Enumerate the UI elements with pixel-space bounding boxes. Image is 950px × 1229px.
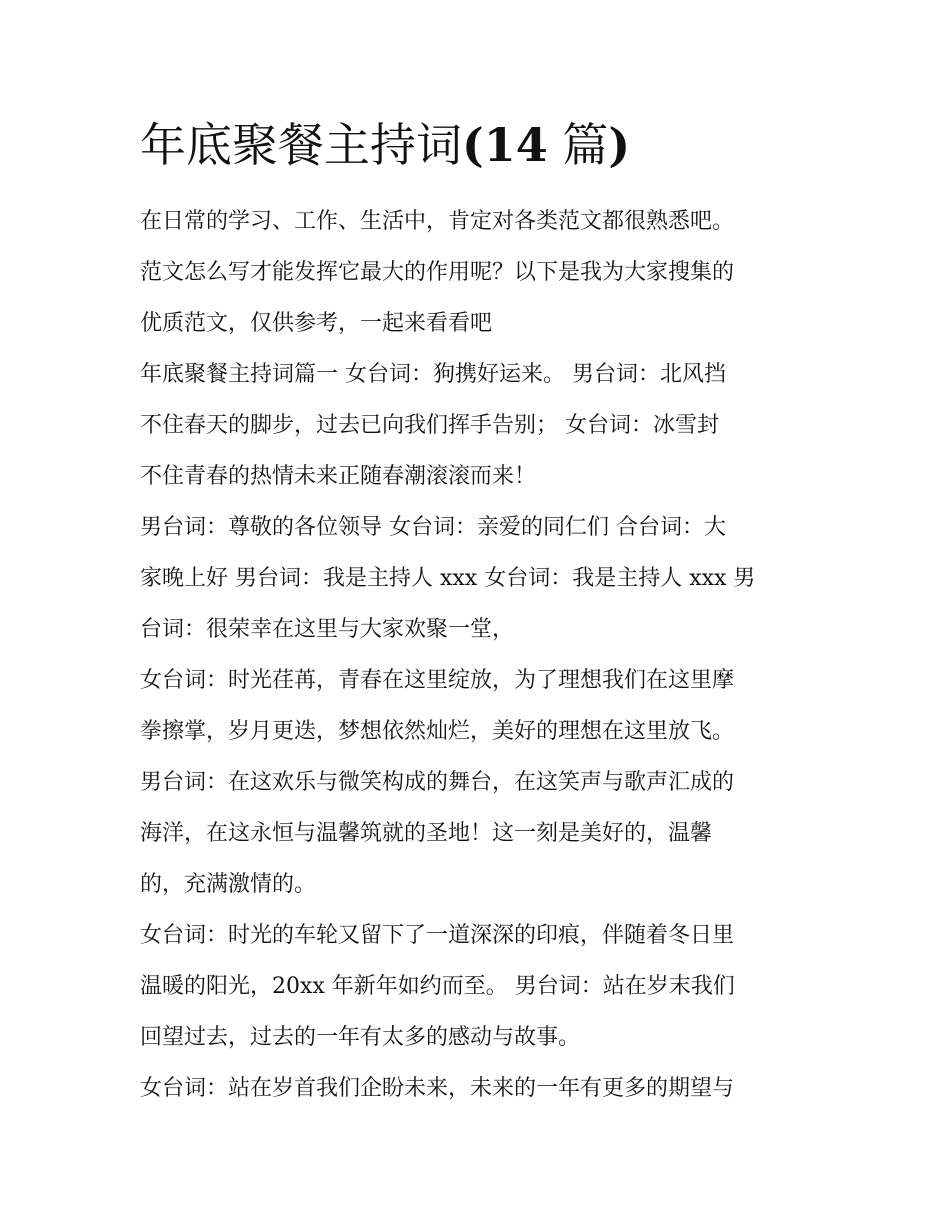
document-title	[140, 112, 630, 178]
body-line: 台词：很荣幸在这里与大家欢聚一堂，	[140, 617, 515, 642]
title-count: 14	[483, 118, 548, 172]
body-line: 在日常的学习、工作、生活中，肯定对各类范文都很熟悉吧。	[140, 209, 735, 234]
body-line: 家晚上好 男台词：我是主持人 xxx 女台词：我是主持人 xxx 男	[140, 566, 756, 591]
body-line: 男台词：在这欢乐与微笑构成的舞台，在这笑声与歌声汇成的	[140, 770, 735, 795]
body-line: 女台词：站在岁首我们企盼未来，未来的一年有更多的期望与	[140, 1076, 735, 1101]
body-line: 拳擦掌，岁月更迭，梦想依然灿烂，美好的理想在这里放飞。	[140, 719, 735, 744]
body-line: 女台词：时光荏苒，青春在这里绽放，为了理想我们在这里摩	[140, 668, 735, 693]
title-paren-open: (	[462, 118, 484, 172]
body-line: 温暖的阳光，20xx 年新年如约而至。 男台词：站在岁末我们	[140, 974, 735, 999]
body-line: 不住青春的热情未来正随春潮滚滚而来！	[140, 464, 537, 489]
body-line: 年底聚餐主持词篇一 女台词：狗携好运来。 男台词：北风挡	[140, 362, 726, 387]
body-line: 的，充满激情的。	[140, 872, 317, 897]
body-line: 回望过去，过去的一年有太多的感动与故事。	[140, 1025, 581, 1050]
body-line: 海洋，在这永恒与温馨筑就的圣地！这一刻是美好的，温馨	[140, 821, 713, 846]
document-body	[140, 196, 840, 1114]
body-line: 女台词：时光的车轮又留下了一道深深的印痕，伴随着冬日里	[140, 923, 735, 948]
body-line: 范文怎么写才能发挥它最大的作用呢？以下是我为大家搜集的	[140, 260, 735, 285]
body-line: 男台词：尊敬的各位领导 女台词：亲爱的同仁们 合台词：大	[140, 515, 726, 540]
title-text: 年底聚餐主持词	[140, 118, 462, 172]
body-line: 优质范文，仅供参考，一起来看看吧	[140, 311, 493, 336]
body-line: 不住春天的脚步，过去已向我们挥手告别； 女台词：冰雪封	[140, 413, 719, 438]
title-paren-close: )	[608, 118, 631, 172]
title-unit: 篇	[547, 118, 609, 172]
